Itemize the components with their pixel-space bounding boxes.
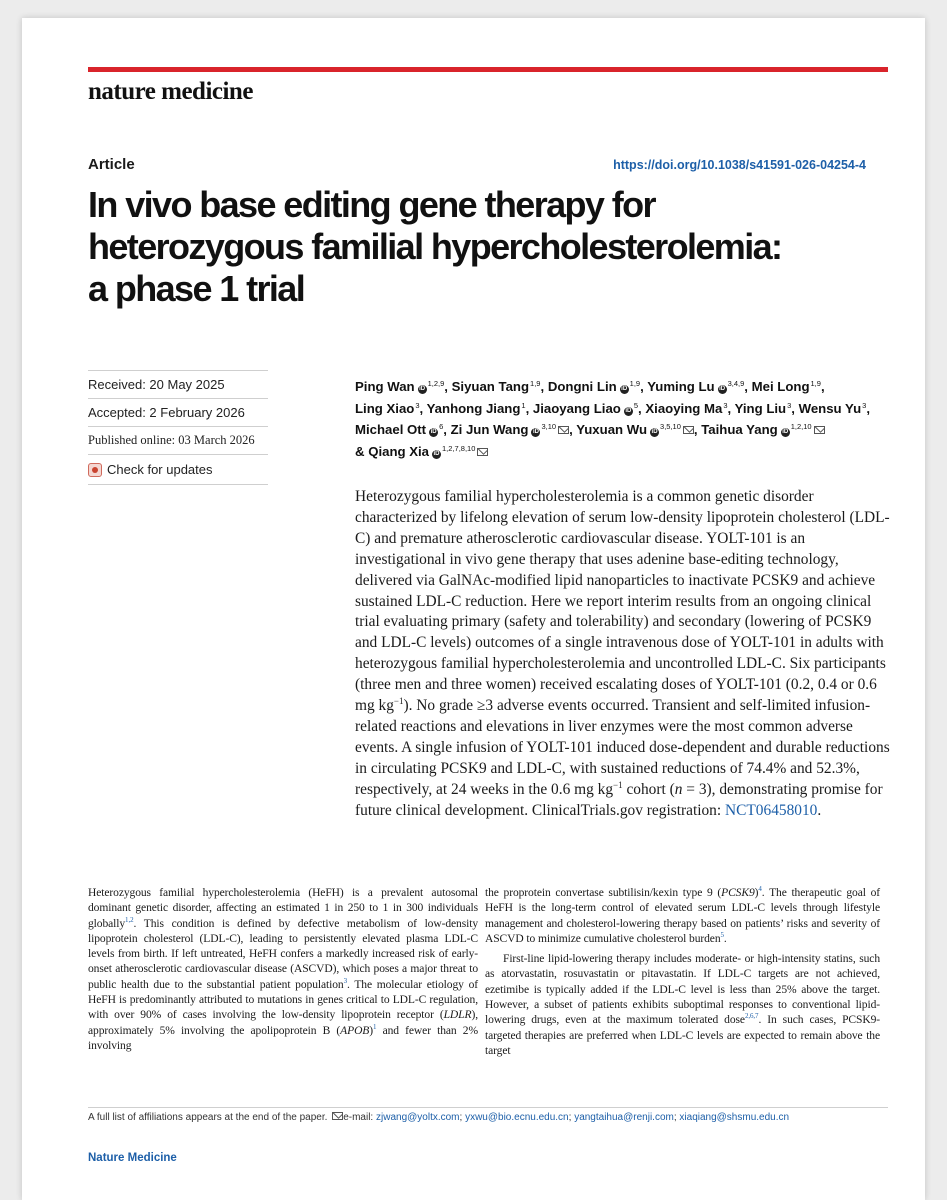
author[interactable] <box>647 379 744 394</box>
abstract-text: . <box>817 801 822 819</box>
abstract-text: cohort ( <box>622 780 675 798</box>
author-affiliation: 3,5,10 <box>660 422 681 431</box>
author-name: Yanhong Jiang <box>426 400 521 416</box>
author-name: Dongni Lin <box>547 379 617 394</box>
email-separator: ; <box>673 1112 680 1123</box>
author-name: Qiang Xia <box>368 443 430 459</box>
article-page <box>22 18 925 1200</box>
author-prefix: & <box>355 443 369 459</box>
gene-name: PCSK9 <box>721 887 755 899</box>
author-name: Ying Liu <box>734 400 787 416</box>
body-text: ) <box>369 1024 374 1037</box>
divider <box>88 398 268 399</box>
author[interactable] <box>452 379 541 394</box>
gene-name: APOB <box>340 1024 370 1037</box>
orcid-icon[interactable]: iD <box>532 429 539 435</box>
mail-icon[interactable] <box>683 426 694 434</box>
author[interactable] <box>576 422 694 437</box>
author-name: Zi Jun Wang <box>450 422 529 437</box>
received-date: Received: 20 May 2025 <box>88 377 225 392</box>
mail-icon[interactable] <box>814 426 825 434</box>
author-affiliation: 1,9 <box>530 379 541 388</box>
author[interactable] <box>645 401 727 416</box>
article-title <box>88 184 908 310</box>
orcid-icon[interactable]: iD <box>651 429 658 435</box>
author-name: Yuming Lu <box>647 379 715 394</box>
gene-name: LDLR <box>443 1009 472 1022</box>
published-date: Published online: 03 March 2026 <box>88 433 255 447</box>
author-name: Jiaoyang Liao <box>532 400 621 416</box>
citation-link[interactable]: 3 <box>343 976 347 985</box>
author[interactable] <box>735 401 792 416</box>
body-paragraph <box>485 952 880 1059</box>
title-line: heterozygous familial hypercholesterolemia: <box>88 226 782 267</box>
article-type-label: Article <box>88 156 135 173</box>
divider <box>88 454 268 455</box>
email-separator: ; <box>568 1112 575 1123</box>
mail-icon[interactable] <box>477 448 488 456</box>
body-text: ) <box>754 887 759 899</box>
citation-link[interactable]: 2,6,7 <box>744 1012 759 1021</box>
abstract <box>355 487 890 822</box>
author-affiliation: 3 <box>723 400 728 410</box>
affiliations-footnote <box>88 1112 898 1123</box>
author[interactable] <box>355 422 443 437</box>
author[interactable] <box>451 422 570 437</box>
accepted-date: Accepted: 2 February 2026 <box>88 405 245 420</box>
body-text: . This condition is defined by defective metabolism of low-density lipoprotein cholesterol (LDL-C), leading to persistently elevated plasma LDL-C levels from birth. If left untreated, HeFH confers a markedly increased risk of early-onset atherosclerotic cardiovascular disease (ASCVD), which poses a major threat to public health due to the substantial patient population <box>88 917 478 991</box>
doi-link[interactable]: https://doi.org/10.1038/s41591-026-04254-4 <box>613 158 866 172</box>
orcid-icon[interactable]: iD <box>433 450 440 457</box>
footnote-divider <box>88 1107 888 1108</box>
clinical-trial-registration-link[interactable]: NCT06458010 <box>725 801 818 819</box>
body-paragraph <box>485 886 880 947</box>
citation-link[interactable]: 1,2 <box>125 915 134 924</box>
mail-icon <box>332 1112 343 1120</box>
body-text: . The molecular etiology of HeFH is predominantly attributed to mutations in genes critical to LDL-C regulation, with over 90% of cases involving the low-density lipoprotein receptor ( <box>88 978 478 1022</box>
author-affiliation: 6 <box>439 422 444 431</box>
body-text: ), approximately 5% involving the apolipoprotein B ( <box>88 1009 478 1037</box>
abstract-text: = 3), demonstrating promise for future clinical development. ClinicalTrials.gov registration: <box>355 780 883 819</box>
author-affiliation: 1,2,10 <box>790 422 812 431</box>
author-affiliation: 1 <box>521 400 526 410</box>
citation-link[interactable]: 1 <box>373 1022 377 1031</box>
unit-superscript: −1 <box>613 779 623 790</box>
body-text: Heterozygous familial hypercholesterolemia (HeFH) is a prevalent autosomal dominant genetic disorder, affecting an estimated 1 in 250 to 1 in 300 individuals globally <box>88 887 478 930</box>
orcid-icon[interactable]: iD <box>621 386 628 392</box>
title-line: In vivo base editing gene therapy for <box>88 184 655 225</box>
check-updates-icon <box>88 463 102 477</box>
abstract-text: Heterozygous familial hypercholesterolemia is a common genetic disorder characterized by lifelong elevation of serum low-density lipoprotein cholesterol (LDL-C) and premature atherosclerotic cardiovascular disease. YOLT-101 is an investigational in vivo gene therapy that uses adenine base-editing technology, delivered via GalNAc-modified lipid nanoparticles to inactivate PCSK9 and achieve sustained LDL-C reduction. Here we report interim results from an ongoing clinical trial evaluating primary (safety and tolerability) and secondary (lowering of PCSK9 and LDL-C levels) outcomes of a single intravenous dose of YOLT-101 in adults with heterozygous familial hypercholesterolemia and uncontrolled LDL-C. Six participants (three men and three women) received escalating doses of YOLT-101 (0.2, 0.4 or 0.6 mg kg <box>355 488 890 715</box>
body-text: and fewer than 2% involving <box>88 1024 478 1052</box>
author-affiliation: 5 <box>633 400 639 410</box>
author[interactable] <box>799 401 867 416</box>
citation-link[interactable]: 4 <box>758 885 762 894</box>
author-affiliation: 3 <box>787 400 792 410</box>
journal-logo[interactable]: nature medicine <box>88 78 253 105</box>
author-name: Siyuan Tang <box>451 379 530 394</box>
email-link[interactable]: zjwang@yoltx.com <box>376 1112 460 1123</box>
author-name: Xiaoying Ma <box>645 400 723 416</box>
body-text: . <box>723 932 727 945</box>
orcid-icon[interactable]: iD <box>419 386 426 392</box>
author-affiliation: 1,2,9 <box>427 379 445 388</box>
journal-accent-bar <box>88 67 888 72</box>
author[interactable] <box>355 379 444 394</box>
email-label: e-mail: <box>343 1112 376 1123</box>
body-column-right <box>485 886 880 1059</box>
email-link[interactable]: xiaqiang@shsmu.edu.cn <box>679 1112 790 1123</box>
abstract-italic-n: n <box>674 780 683 798</box>
email-link[interactable]: yangtaihua@renji.com <box>574 1112 674 1123</box>
author-affiliation: 1,2,7,8,10 <box>442 443 476 453</box>
author[interactable] <box>548 379 640 394</box>
footer-journal-name: Nature Medicine <box>88 1152 177 1164</box>
check-for-updates-button[interactable] <box>88 462 213 477</box>
check-updates-label: Check for updates <box>107 462 213 477</box>
email-list <box>376 1112 789 1123</box>
author-name: Mei Long <box>751 379 810 394</box>
footnote-text: A full list of affiliations appears at the end of the paper. <box>88 1112 328 1123</box>
author-affiliation: 3,4,9 <box>727 379 745 388</box>
author[interactable] <box>533 401 638 416</box>
orcid-icon[interactable]: iD <box>719 386 726 392</box>
body-column-left <box>88 886 478 1054</box>
author-affiliation: 3 <box>415 400 420 410</box>
author-affiliation: 3,10 <box>541 422 557 431</box>
author-name: Ling Xiao <box>355 400 415 416</box>
orcid-icon[interactable]: iD <box>625 407 632 414</box>
body-text: . In such cases, PCSK9-targeted therapies are preferred when LDL-C levels are expected to remain above the target <box>485 1014 881 1057</box>
unit-superscript: −1 <box>393 695 404 706</box>
email-separator: ; <box>459 1112 466 1123</box>
author[interactable] <box>355 401 420 416</box>
divider <box>88 370 268 371</box>
author[interactable] <box>701 422 824 437</box>
body-text: . The therapeutic goal of HeFH is the long-term control of elevated serum LDL-C levels through lifestyle management and cholesterol-lowering therapy based on patients’ risks and severity of ASCVD to minimize cumulative cholesterol burden <box>485 887 880 945</box>
divider <box>88 426 268 427</box>
author[interactable] <box>355 444 488 459</box>
author-affiliation: 3 <box>862 400 867 410</box>
author-name: Wensu Yu <box>798 400 862 416</box>
author-name: Ping Wan <box>355 379 415 394</box>
title-line: a phase 1 trial <box>88 268 305 309</box>
author-name: Taihua Yang <box>701 422 778 437</box>
author-affiliation: 1,9 <box>810 379 821 388</box>
author-affiliation: 1,9 <box>629 379 641 388</box>
orcid-icon[interactable]: iD <box>430 429 437 435</box>
divider <box>88 484 268 485</box>
citation-link[interactable]: 5 <box>720 931 724 940</box>
author-name: Yuxuan Wu <box>576 422 648 437</box>
author-name: Michael Ott <box>355 422 427 437</box>
body-paragraph <box>88 886 478 1054</box>
mail-icon[interactable] <box>558 426 569 434</box>
orcid-icon[interactable]: iD <box>782 429 789 435</box>
body-text: First-line lipid-lowering therapy includes moderate- or high-intensity statins, such as atorvastatin, rosuvastatin or pitavastatin. If LDL-C targets are not achieved, ezetimibe is typically added if the LDL-C level is less than 25% above the target. However, a subset of patients exhibits suboptimal responses to conventional lipid-lowering drugs, even at the maximum tolerated dose <box>485 953 880 1027</box>
email-link[interactable]: yxwu@bio.ecnu.edu.cn <box>465 1112 569 1123</box>
body-text: the proprotein convertase subtilisin/kexin type 9 ( <box>485 887 722 899</box>
abstract-text: ). No grade ≥3 adverse events occurred. Transient and self-limited infusion-related reactions and elevations in liver enzymes were the most common adverse events. A single infusion of YOLT-101 induced dose-dependent and durable reductions in circulating PCSK9 and LDL-C, with sustained reductions of 74.4% and 52.3%, respectively, at 24 weeks in the 0.6 mg kg <box>355 697 890 798</box>
author[interactable] <box>427 401 526 416</box>
author[interactable] <box>752 379 821 394</box>
author-list: Ping Wan iD$^{1,2,9}$, Siyuan Tang$^{1,9}$, Dongni Lin iD$^{1,9}$, Yuming Lu iD$^{3,4,9}$, Mei Long$^{1,9}$, Ling Xiao$^3$, Yanhong Jiang$^1$, Jiaoyang Liao $iD^5$, Xiaoying Ma$^3$, Ying Liu$^3$, Wensu Yu$^3$, Michael Ott $iD^6$, Zi Jun Wang iD$^{3,10}$ , Yuxuan Wu iD$^{3,5,10}$ , Taihua Yang iD$^{1,2,10}$ & Qiang Xia iD$^{1,2,7,8,10}$ <box>355 379 870 459</box>
